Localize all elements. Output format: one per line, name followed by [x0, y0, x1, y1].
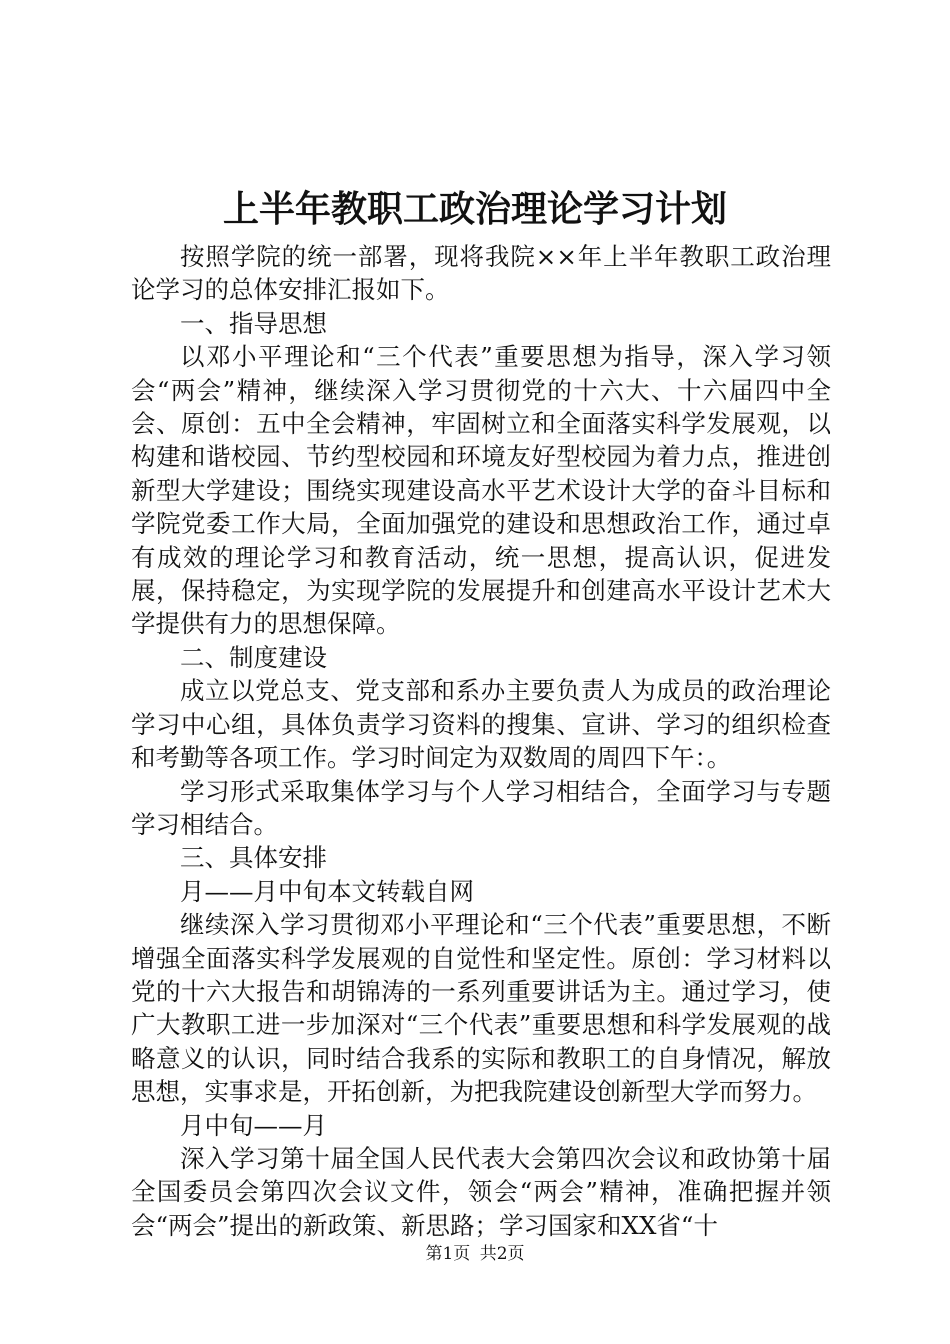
heading-specific-arrangement: 三、具体安排 — [180, 843, 327, 873]
page-footer — [0, 1242, 950, 1266]
heading-guiding-thought: 一、指导思想 — [180, 308, 327, 338]
heading-system-building: 二、制度建设 — [180, 642, 327, 672]
paragraph-period-1: 继续深入学习贯彻邓小平理论和“三个代表”重要思想，不断增强全面落实科学发展观的自觉性和坚定性。原创：学习材料以党的十六大报告和胡锦涛的一系列重要讲话为主。通过学习，使广大教职工进一步加深对“三个代表”重要思想和科学发展观的战略意义的认识，同时结合我系的实际和教职工的自身情况，解放思想，实事求是，开拓创新，为把我院建设创新型大学而努力。 — [131, 910, 831, 1107]
document-title: 上半年教职工政治理论学习计划 — [222, 188, 727, 230]
paragraph-study-group: 成立以党总支、党支部和系办主要负责人为成员的政治理论学习中心组，具体负责学习资料的搜集、宣讲、学习的组织检查和考勤等各项工作。学习时间定为双数周的周四下午：。 — [131, 676, 831, 773]
page-total: 共2页 — [479, 1244, 525, 1264]
paragraph-intro: 按照学院的统一部署，现将我院××年上半年教职工政治理论学习的总体安排汇报如下。 — [131, 242, 831, 305]
page-number: 第1页 — [425, 1244, 471, 1264]
paragraph-study-form: 学习形式采取集体学习与个人学习相结合，全面学习与专题学习相结合。 — [131, 776, 831, 839]
paragraph-period-2: 深入学习第十届全国人民代表大会第四次会议和政协第十届全国委员会第四次会议文件，领会“两会”精神，准确把握并领会“两会”提出的新政策、新思路；学习国家和XX省“十 — [131, 1143, 831, 1240]
subheading-period-1: 月——月中旬本文转载自网 — [180, 876, 474, 906]
subheading-period-2: 月中旬——月 — [180, 1110, 327, 1140]
document-body — [131, 240, 831, 1242]
paragraph-guiding-thought: 以邓小平理论和“三个代表”重要思想为指导，深入学习领会“两会”精神，继续深入学习贯彻党的十六大、十六届四中全会、原创：五中全会精神，牢固树立和全面落实科学发展观，以构建和谐校园、节约型校园和环境友好型校园为着力点，推进创新型大学建设；围绕实现建设高水平艺术设计大学的奋斗目标和学院党委工作大局，全面加强党的建设和思想政治工作，通过卓有成效的理论学习和教育活动，统一思想，提高认识，促进发展，保持稳定，为实现学院的发展提升和创建高水平设计艺术大学提供有力的思想保障。 — [131, 342, 831, 639]
